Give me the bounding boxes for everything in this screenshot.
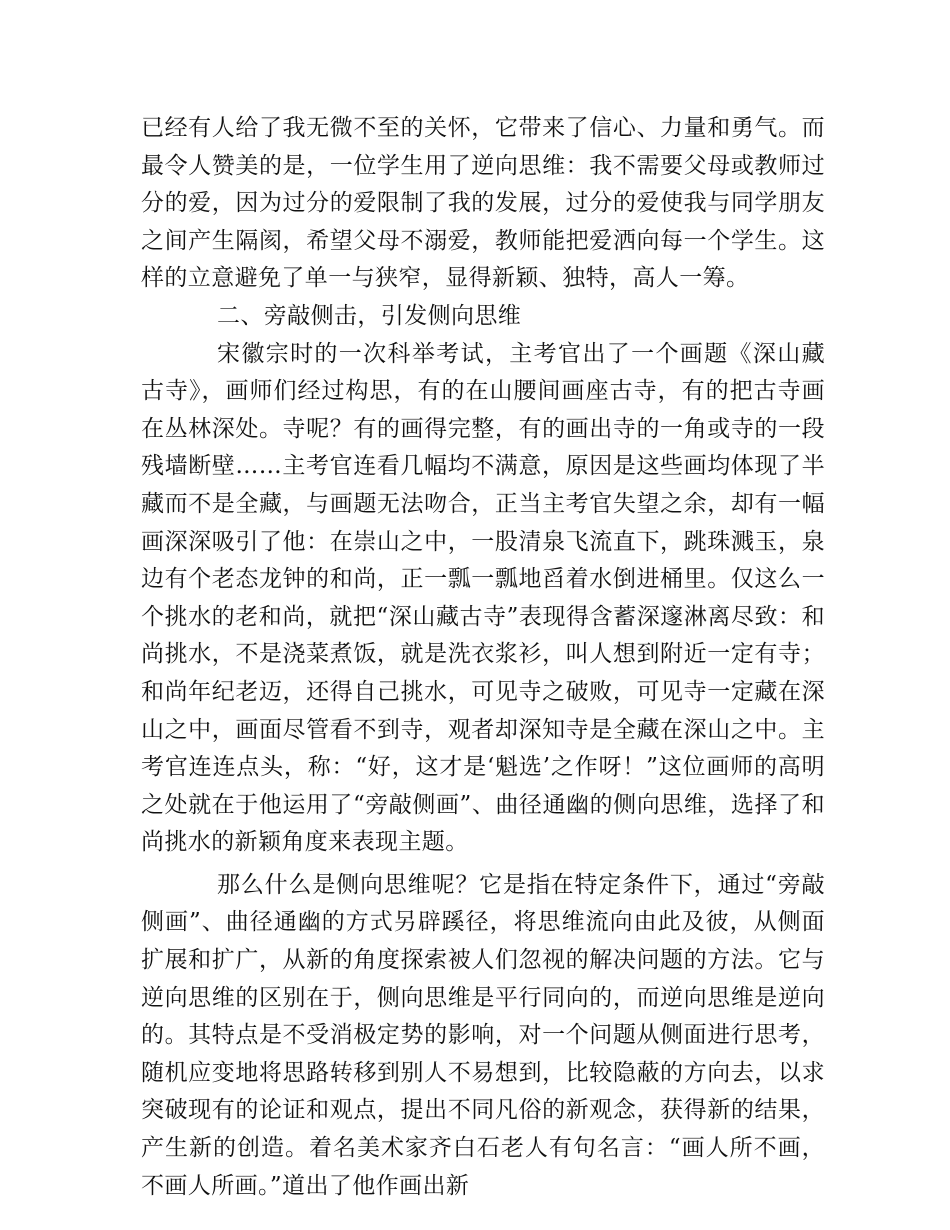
paragraph-body: 那么什么是侧向思维呢？它是指在特定条件下，通过“旁敲侧画”、曲径通幽的方式另辟蹊径，将思维流向由此及彼，从侧面扩展和扩广，从新的角度探索被人们忽视的解决问题的方法。它与逆向思维的区别在于，侧向思维是平行同向的，而逆向思维是逆向的。其特点是不受消极定势的影响，对一个问题从侧面进行思考，随机应变地将思路转移到别人不易想到，比较隐蔽的方向去，以求突破现有的论证和观点，提出不同凡俗的新观念，获得新的结果，产生新的创造。着名美术家齐白石老人有句名言：“画人所不画，不画人所画。”道出了他作画出新 [141, 871, 825, 1199]
section-heading: 二、旁敲侧击，引发侧向思维 [217, 302, 522, 329]
document-body [141, 110, 825, 1205]
paragraph-continuation: 已经有人给了我无微不至的关怀，它带来了信心、力量和勇气。而最令人赞美的是，一位学生用了逆向思维：我不需要父母或教师过分的爱，因为过分的爱限制了我的发展，过分的爱使我与同学朋友之间产生隔阂，希望父母不溺爱，教师能把爱洒向每一个学生。这样的立意避免了单一与狭窄，显得新颖、独特，高人一筹。 [141, 115, 825, 292]
paragraph-body: 宋徽宗时的一次科举考试，主考官出了一个画题《深山藏古寺》，画师们经过构思，有的在山腰间画座古寺，有的把古寺画在丛林深处。寺呢？有的画得完整，有的画出寺的一角或寺的一段残墙断壁……主考官连看几幅均不满意，原因是这些画均体现了半藏而不是全藏，与画题无法吻合，正当主考官失望之余，却有一幅画深深吸引了他：在崇山之中，一股清泉飞流直下，跳珠溅玉，泉边有个老态龙钟的和尚，正一瓢一瓢地舀着水倒进桶里。仅这么一个挑水的老和尚，就把“深山藏古寺”表现得含蓄深邃淋离尽致：和尚挑水，不是浇菜煮饭，就是洗衣浆衫，叫人想到附近一定有寺；和尚年纪老迈，还得自己挑水，可见寺之破败，可见寺一定藏在深山之中，画面尽管看不到寺，观者却深知寺是全藏在深山之中。主考官连连点头，称：“好，这才是‘魁选’之作呀！”这位画师的高明之处就在于他运用了“旁敲侧画”、曲径通幽的侧向思维，选择了和尚挑水的新颖角度来表现主题。 [141, 340, 825, 856]
